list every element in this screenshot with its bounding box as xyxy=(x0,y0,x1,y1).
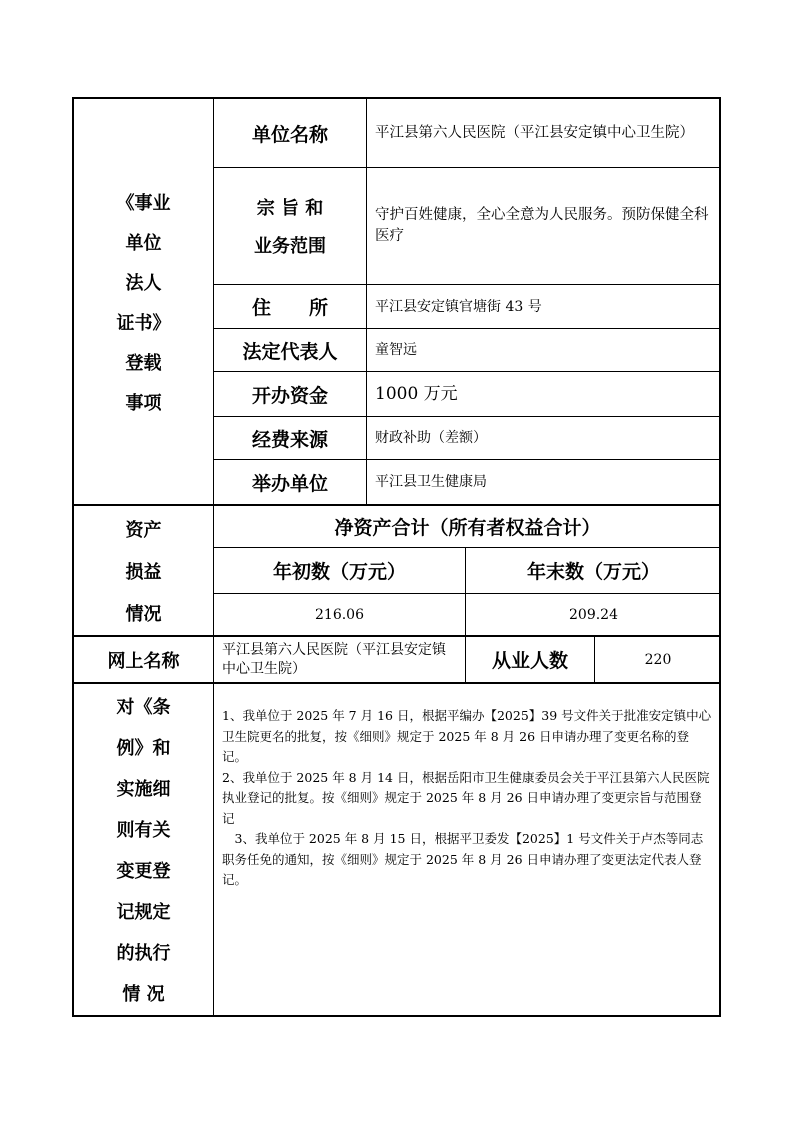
legal-rep-value: 童智远 xyxy=(366,328,721,371)
staff-count-label: 从业人数 xyxy=(465,635,594,682)
year-end-value: 209.24 xyxy=(465,593,721,635)
section1-header-line: 法人 xyxy=(125,272,162,294)
section1-header-line: 证书》 xyxy=(116,312,171,334)
purpose-label xyxy=(213,167,366,284)
funding-source-value: 财政补助（差额） xyxy=(366,416,721,459)
section4-header-line: 例》和 xyxy=(116,738,171,759)
sponsor-value: 平江县卫生健康局 xyxy=(366,459,721,504)
unit-name-label: 单位名称 xyxy=(213,99,366,167)
year-begin-header: 年初数（万元） xyxy=(213,547,465,593)
purpose-label-line: 宗 旨 和 xyxy=(256,198,324,219)
section2-header-line: 资产 xyxy=(125,519,162,541)
year-end-header: 年末数（万元） xyxy=(465,547,721,593)
registration-table xyxy=(72,97,721,1017)
section4-header-line: 则有关 xyxy=(116,820,171,841)
online-name-label: 网上名称 xyxy=(74,635,213,682)
sponsor-label: 举办单位 xyxy=(213,459,366,504)
section1-header-line: 《事业 xyxy=(116,192,171,214)
capital-label: 开办资金 xyxy=(213,371,366,416)
section4-header-line: 实施细 xyxy=(116,779,171,800)
year-begin-value: 216.06 xyxy=(213,593,465,635)
legal-rep-label: 法定代表人 xyxy=(213,328,366,371)
section2-header xyxy=(74,504,213,635)
section4-header xyxy=(74,682,213,1015)
section2-header-line: 情况 xyxy=(125,603,162,625)
section1-header xyxy=(74,99,213,504)
section2-header-line: 损益 xyxy=(125,561,162,583)
section4-header-line: 的执行 xyxy=(116,943,171,964)
unit-name-value: 平江县第六人民医院（平江县安定镇中心卫生院） xyxy=(366,99,721,167)
funding-source-label: 经费来源 xyxy=(213,416,366,459)
purpose-label-line: 业务范围 xyxy=(254,236,326,257)
section4-header-line: 变更登 xyxy=(116,861,171,882)
change-note-paragraph: 1、我单位于 2025 年 7 月 16 日，根据平编办【2025】39 号文件关于批准安定镇中心卫生院更名的批复，按《细则》规定于 2025 年 8 月 26 日申请办理了变更名称的登记。 xyxy=(222,708,712,764)
change-note-paragraph: 3、我单位于 2025 年 8 月 15 日，根据平卫委发【2025】1 号文件关于卢杰等同志职务任免的通知，按《细则》规定于 2025 年 8 月 26 日申请办理了变更法定代表人登记。 xyxy=(222,831,704,887)
staff-count-value: 220 xyxy=(594,635,721,682)
section4-header-line: 记规定 xyxy=(116,902,171,923)
section1-header-line: 单位 xyxy=(125,232,162,254)
online-name-value: 平江县第六人民医院（平江县安定镇中心卫生院） xyxy=(213,635,465,682)
address-value: 平江县安定镇官塘街 43 号 xyxy=(366,284,721,328)
section4-header-line: 对《条 xyxy=(116,697,171,718)
change-note-paragraph: 2、我单位于 2025 年 8 月 14 日，根据岳阳市卫生健康委员会关于平江县第六人民医院执业登记的批复。按《细则》规定于 2025 年 8 月 26 日申请办理了变更宗旨与范围登记 xyxy=(222,769,710,826)
section4-header-line: 情 况 xyxy=(122,984,165,1005)
section1-header-line: 事项 xyxy=(125,392,162,414)
net-assets-title: 净资产合计（所有者权益合计） xyxy=(213,504,721,547)
purpose-value: 守护百姓健康，全心全意为人民服务。预防保健全科医疗 xyxy=(366,167,721,284)
section1-header-line: 登载 xyxy=(125,352,162,374)
change-notes xyxy=(213,682,721,1015)
address-label: 住 所 xyxy=(213,284,366,328)
capital-value: 1000 万元 xyxy=(366,371,721,416)
